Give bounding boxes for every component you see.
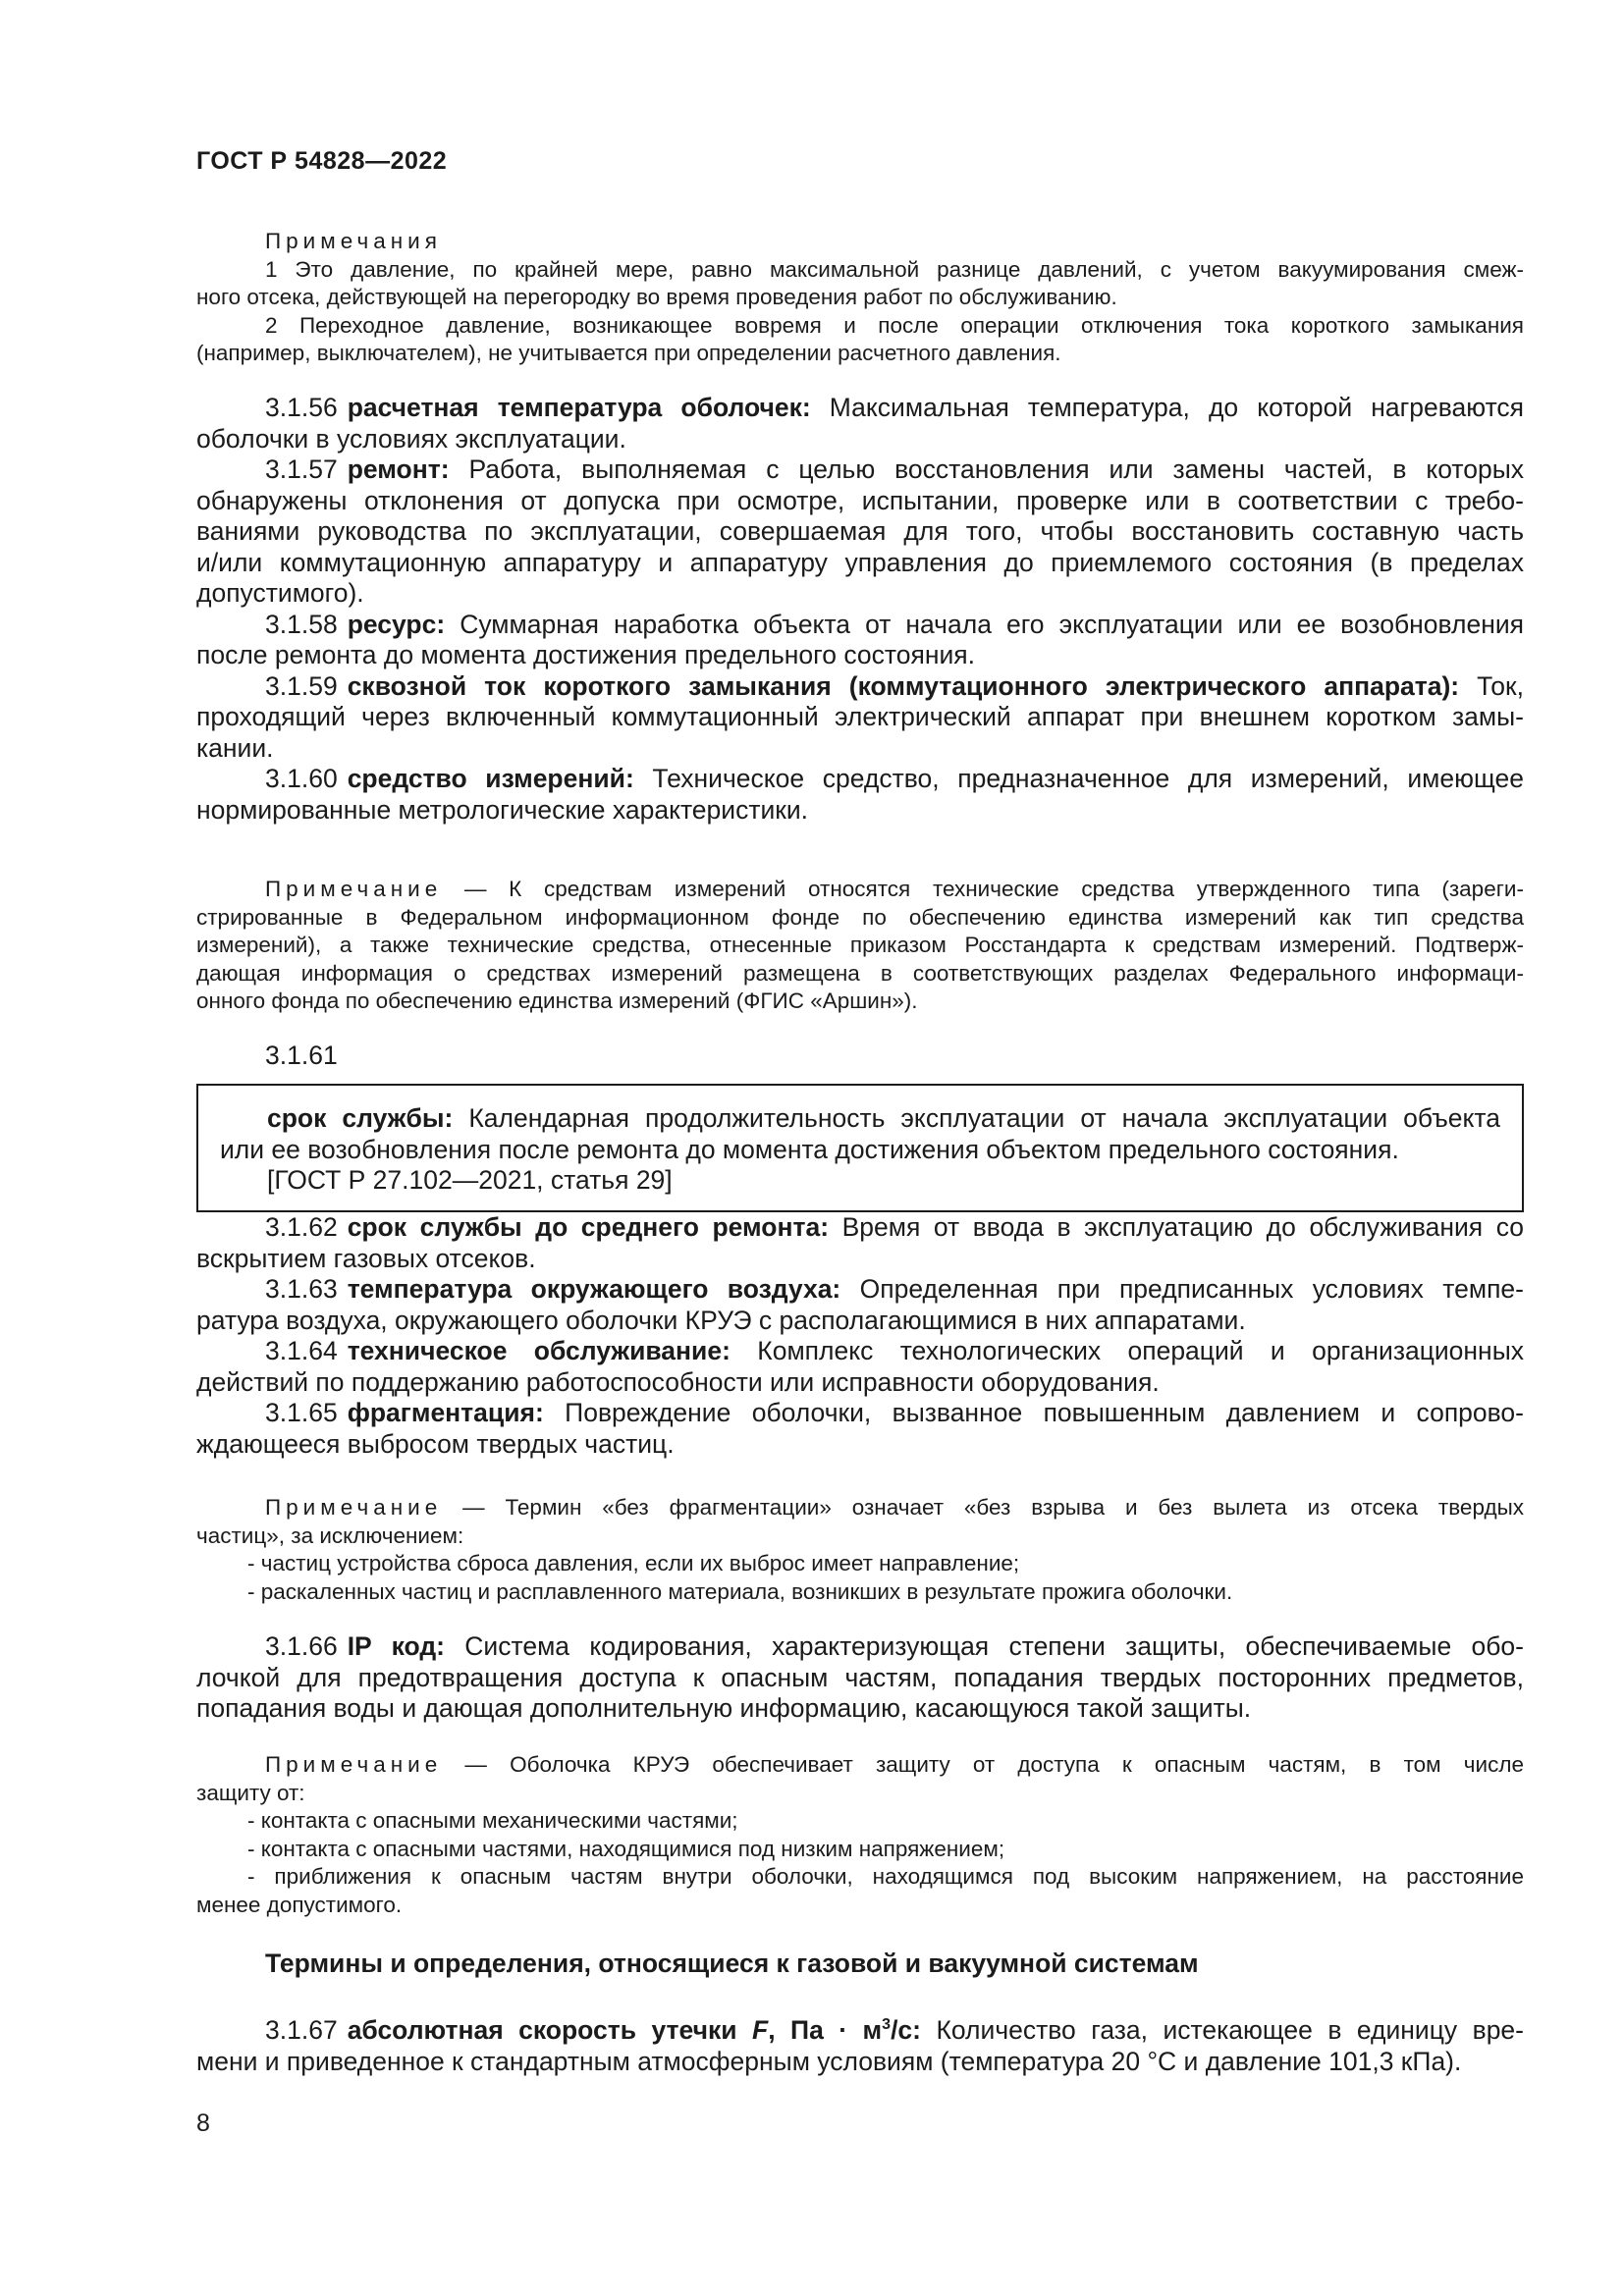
note-line: частиц», за исключением:	[196, 1522, 464, 1548]
term-number: 3.1.64	[265, 1336, 338, 1365]
term-name: ресурс:	[347, 609, 446, 639]
term-name: IP код:	[347, 1631, 445, 1661]
term-definition-line: оболочки в условиях эксплуатации.	[196, 423, 626, 454]
term-definition-line: действий по поддержанию работоспособности или исправности оборудования.	[196, 1366, 1160, 1397]
terms-block-1	[196, 393, 1524, 826]
note-block	[196, 876, 1524, 1016]
note-line	[196, 1751, 1524, 1780]
boxed-definition	[196, 1084, 1524, 1212]
term-number: 3.1.60	[265, 764, 338, 793]
terms-block-4	[196, 2015, 1524, 2077]
term-definition-line: вскрытием газовых отсеков.	[196, 1243, 536, 1273]
term-entry	[196, 1631, 1524, 1663]
note-block	[196, 1751, 1524, 1919]
term-entry	[196, 393, 1524, 424]
note-block	[196, 1494, 1524, 1606]
note-list-item: - контакта с опасными частями, находящимися под низким напряжением;	[247, 1836, 1005, 1861]
term-name: средство измерений:	[347, 764, 634, 793]
term-definition-line: кании.	[196, 732, 274, 763]
note-list-item: - приближения к опасным частям внутри оболочки, находящимся под высоким напряжением, на расстояние	[247, 1864, 1524, 1889]
term-definition: Количество газа, истекающее в единицу вре-	[936, 2015, 1524, 2045]
term-definition-line: после ремонта до момента достижения предельного состояния.	[196, 640, 975, 669]
note-line: менее допустимого.	[196, 1892, 403, 1917]
note-label: Примечание	[265, 1752, 443, 1777]
term-definition-line: допустимого).	[196, 578, 364, 608]
term-entry	[196, 764, 1524, 795]
term-definition: Работа, выполняемая с целью восстановления или замены частей, в которых	[468, 454, 1524, 484]
term-superscript: 3	[882, 2016, 892, 2034]
term-number: 3.1.66	[265, 1631, 338, 1661]
term-symbol: F	[752, 2015, 769, 2045]
term-reference: [ГОСТ Р 27.102—2021, статья 29]	[267, 1165, 673, 1195]
term-number: 3.1.56	[265, 393, 338, 422]
term-definition-line: ваниями руководства по эксплуатации, совершаемая для того, чтобы восстановить составную часть	[196, 516, 1524, 546]
term-definition: Суммарная наработка объекта от начала его эксплуатации или ее возобновления	[460, 609, 1524, 639]
term-definition: Техническое средство, предназначенное для измерений, имеющее	[652, 764, 1524, 793]
term-definition: Система кодирования, характеризующая степени защиты, обеспечиваемые обо-	[464, 1631, 1524, 1661]
term-name: срок службы:	[267, 1103, 454, 1133]
notes-block	[196, 228, 1524, 368]
terms-block-3	[196, 1631, 1524, 1725]
section-heading: Термины и определения, относящиеся к газовой и вакуумной системам	[265, 1949, 1199, 1978]
note-text: — Термин «без фрагментации» означает «без взрыва и без вылета из отсека твердых	[462, 1495, 1524, 1520]
term-entry	[196, 610, 1524, 641]
note-list-item: - раскаленных частиц и расплавленного материала, возникших в результате прожига оболочки.	[247, 1578, 1233, 1604]
term-definition-line: и/или коммутационную аппаратуру и аппаратуру управления до приемлемого состояния (в пределах	[196, 547, 1524, 577]
term-entry	[196, 1336, 1524, 1367]
term-name: срок службы до среднего ремонта:	[347, 1212, 830, 1242]
term-definition: Ток,	[1477, 670, 1524, 701]
term-name-part: /с:	[891, 2015, 921, 2045]
note-line	[196, 1494, 1524, 1522]
terms-block-2	[196, 1212, 1524, 1460]
note-2-line: 2 Переходное давление, возникающее вовремя и после операции отключения тока короткого замыкания	[265, 312, 1524, 338]
term-name	[348, 2015, 921, 2045]
note-text: — К средствам измерений относятся технические средства утвержденного типа (зареги-	[463, 877, 1524, 901]
document-header: ГОСТ Р 54828—2022	[196, 147, 448, 175]
term-name: сквозной ток короткого замыкания (коммутационного электрического аппарата):	[347, 670, 1460, 701]
note-list-item: - контакта с опасными механическими частями;	[247, 1808, 738, 1833]
term-entry	[196, 2015, 1524, 2047]
term-name: температура окружающего воздуха:	[347, 1274, 841, 1304]
term-definition-line: лочкой для предотвращения доступа к опасным частям, попадания твердых посторонних предметов,	[196, 1662, 1524, 1692]
term-definition-line: обнаружены отклонения от допуска при осмотре, испытании, проверке или в соответствии с требо-	[196, 485, 1524, 515]
term-name: техническое обслуживание:	[347, 1336, 731, 1365]
note-1-line: 1 Это давление, по крайней мере, равно максимальной разнице давлений, с учетом вакуумирования смеж-	[265, 256, 1524, 282]
note-label: Примечание	[265, 1495, 443, 1520]
term-name: ремонт:	[347, 454, 450, 484]
term-definition: Максимальная температура, до которой нагреваются	[829, 393, 1525, 422]
term-number: 3.1.57	[265, 454, 338, 484]
term-definition-line: мени и приведенное к стандартным атмосферным условиям (температура 20 °С и давление 101,3 кПа).	[196, 2046, 1462, 2076]
term-entry	[196, 671, 1524, 703]
note-line: дающая информация о средствах измерений размещена в соответствующих разделах Федерального информаци-	[196, 960, 1524, 986]
note-line	[196, 876, 1524, 904]
note-line: стрированные в Федеральном информационном фонде по обеспечению единства измерений как тип средства	[196, 904, 1524, 930]
term-definition: Время от ввода в эксплуатацию до обслуживания со	[841, 1212, 1524, 1242]
term-entry	[196, 1041, 1524, 1072]
term-entry	[196, 454, 1524, 486]
term-definition: Комплекс технологических операций и организационных	[757, 1336, 1524, 1365]
note-1-line: ного отсека, действующей на перегородку во время проведения работ по обслуживанию.	[196, 285, 1117, 309]
term-number: 3.1.65	[265, 1398, 338, 1427]
term-number: 3.1.67	[265, 2015, 338, 2045]
term-entry	[196, 1274, 1524, 1306]
term-definition: Определенная при предписанных условиях темпе-	[859, 1274, 1524, 1304]
note-text: — Оболочка КРУЭ обеспечивает защиту от доступа к опасным частям, в том числе	[464, 1752, 1524, 1777]
note-list-item: - частиц устройства сброса давления, если их выброс имеет направление;	[247, 1551, 1020, 1575]
notes-title: Примечания	[265, 229, 442, 253]
term-definition-line: проходящий через включенный коммутационный электрический аппарат при внешнем коротком замы-	[196, 702, 1524, 731]
term-number: 3.1.63	[265, 1274, 338, 1304]
page-number: 8	[196, 2109, 210, 2137]
term-entry	[196, 1398, 1524, 1429]
term-number: 3.1.58	[265, 609, 338, 639]
term-number: 3.1.62	[265, 1212, 338, 1242]
term-definition-line: попадания воды и дающая дополнительную информацию, касающуюся такой защиты.	[196, 1693, 1252, 1723]
note-line: защиту от:	[196, 1780, 305, 1805]
note-line: измерений), а также технические средства, отнесенные приказом Росстандарта к средствам измерений. Подтверж-	[196, 933, 1524, 957]
term-number: 3.1.61	[265, 1041, 338, 1070]
term-name-part: , Па · м	[768, 2015, 883, 2045]
term-definition-line: ждающееся выбросом твердых частиц.	[196, 1428, 675, 1459]
term-entry	[196, 1212, 1524, 1244]
term-number: 3.1.59	[265, 670, 338, 701]
term-definition: Календарная продолжительность эксплуатации от начала эксплуатации объекта	[468, 1103, 1500, 1133]
term-name-part: абсолютная скорость утечки	[347, 2015, 753, 2045]
term-definition: Повреждение оболочки, вызванное повышенным давлением и сопрово-	[565, 1398, 1524, 1427]
term-name: расчетная температура оболочек:	[347, 393, 811, 422]
term-name: фрагментация:	[347, 1398, 544, 1427]
term-definition-line: или ее возобновления после ремонта до момента достижения объектом предельного состояния.	[220, 1134, 1399, 1164]
term-definition-line: нормированные метрологические характеристики.	[196, 794, 809, 825]
note-2-line: (например, выключателем), не учитывается при определении расчетного давления.	[196, 341, 1061, 365]
term-definition-line: ратура воздуха, окружающего оболочки КРУЭ с располагающимися в них аппаратами.	[196, 1305, 1246, 1335]
term-entry	[220, 1103, 1500, 1135]
note-label: Примечание	[265, 877, 443, 901]
note-line: онного фонда по обеспечению единства измерений (ФГИС «Аршин»).	[196, 988, 918, 1013]
